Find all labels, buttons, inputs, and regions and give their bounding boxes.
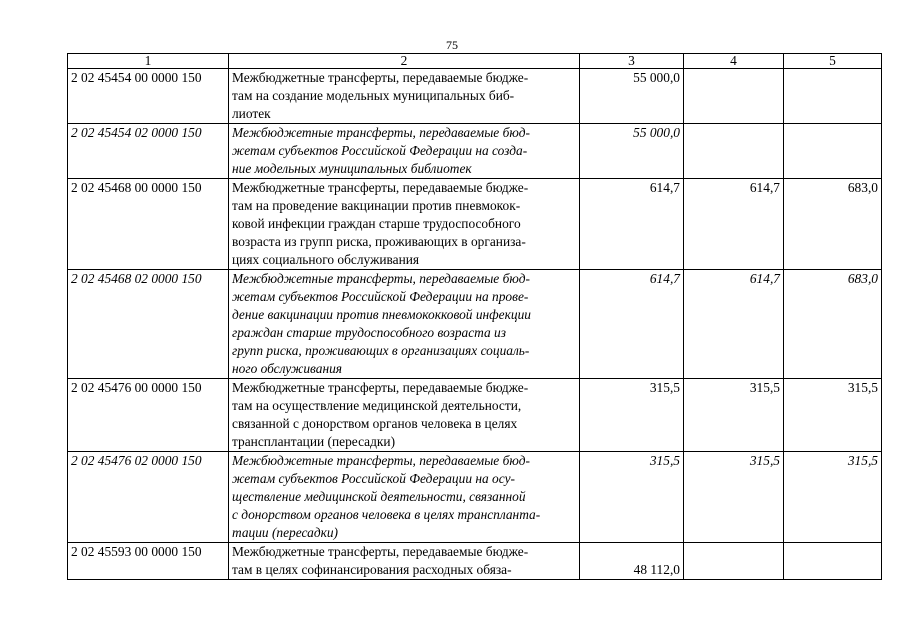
revenue-name-line: там на создание модельных муниципальных биб- <box>232 88 515 103</box>
column-header: 3 <box>580 54 684 69</box>
revenue-name-line: ного обслуживания <box>232 361 343 376</box>
page-number: 75 <box>446 38 458 52</box>
classification-code: 2 02 45593 00 0000 150 <box>68 543 229 580</box>
column-header: 4 <box>684 54 784 69</box>
revenue-name-line: циях социального обслуживания <box>232 252 420 267</box>
column-header: 5 <box>784 54 882 69</box>
amount-year-2: 315,5 <box>684 379 784 452</box>
table-row <box>68 124 882 179</box>
classification-code: 2 02 45454 02 0000 150 <box>68 124 229 179</box>
table-row <box>68 379 882 452</box>
classification-code: 2 02 45476 00 0000 150 <box>68 379 229 452</box>
revenue-name-line: Межбюджетные трансферты, передаваемые бюд- <box>232 125 530 140</box>
revenue-name-line: Межбюджетные трансферты, передаваемые бюд- <box>232 453 530 468</box>
revenue-name-line: с донорством органов человека в целях транспланта- <box>232 507 541 522</box>
amount-year-3: 315,5 <box>784 379 882 452</box>
amount-year-1: 55 000,0 <box>580 69 684 124</box>
amount-year-2 <box>684 69 784 124</box>
revenue-name-line: Межбюджетные трансферты, передаваемые бюдже- <box>232 380 529 395</box>
amount-year-2 <box>684 543 784 580</box>
revenue-name-line: ществление медицинской деятельности, связанной <box>232 489 526 504</box>
revenue-name-line: там на проведение вакцинации против пневмокок- <box>232 198 521 213</box>
revenue-name-line: дение вакцинации против пневмококковой инфекции <box>232 307 531 322</box>
amount-year-1: 48 112,0 <box>580 543 684 580</box>
table-body <box>68 69 882 580</box>
table-row <box>68 543 882 580</box>
revenue-name <box>229 452 580 543</box>
revenue-name-line: тации (пересадки) <box>232 525 339 540</box>
amount-year-1: 55 000,0 <box>580 124 684 179</box>
amount-year-2: 614,7 <box>684 270 784 379</box>
table-row <box>68 179 882 270</box>
revenue-name-line: ковой инфекции граждан старше трудоспособного <box>232 216 521 231</box>
revenue-name-line: лиотек <box>232 106 271 121</box>
amount-year-3: 315,5 <box>784 452 882 543</box>
amount-year-3 <box>784 124 882 179</box>
amount-year-1: 315,5 <box>580 379 684 452</box>
amount-year-3 <box>784 69 882 124</box>
amount-year-1: 614,7 <box>580 179 684 270</box>
revenue-name-line: там на осуществление медицинской деятельности, <box>232 398 522 413</box>
revenue-name-line: возраста из групп риска, проживающих в организа- <box>232 234 526 249</box>
revenue-name-line: жетам субъектов Российской Федерации на осу- <box>232 471 515 486</box>
classification-code: 2 02 45476 02 0000 150 <box>68 452 229 543</box>
table-header-row <box>68 54 882 69</box>
revenue-name-line: Межбюджетные трансферты, передаваемые бюдже- <box>232 544 529 559</box>
revenue-name-line: групп риска, проживающих в организациях социаль- <box>232 343 530 358</box>
amount-year-3: 683,0 <box>784 179 882 270</box>
column-header: 2 <box>229 54 580 69</box>
revenue-name-line: ние модельных муниципальных библиотек <box>232 161 472 176</box>
table-row <box>68 69 882 124</box>
amount-year-2: 315,5 <box>684 452 784 543</box>
revenue-name <box>229 179 580 270</box>
column-header: 1 <box>68 54 229 69</box>
amount-year-1: 614,7 <box>580 270 684 379</box>
classification-code: 2 02 45454 00 0000 150 <box>68 69 229 124</box>
revenue-name-line: Межбюджетные трансферты, передаваемые бюдже- <box>232 180 529 195</box>
classification-code: 2 02 45468 00 0000 150 <box>68 179 229 270</box>
amount-year-2: 614,7 <box>684 179 784 270</box>
revenue-name-line: жетам субъектов Российской Федерации на прове- <box>232 289 529 304</box>
revenue-name-line: там в целях софинансирования расходных обяза- <box>232 562 512 577</box>
budget-table <box>67 53 882 580</box>
revenue-name <box>229 69 580 124</box>
revenue-name <box>229 124 580 179</box>
amount-year-2 <box>684 124 784 179</box>
amount-year-3 <box>784 543 882 580</box>
amount-year-3: 683,0 <box>784 270 882 379</box>
classification-code: 2 02 45468 02 0000 150 <box>68 270 229 379</box>
revenue-name-line: связанной с донорством органов человека в целях <box>232 416 518 431</box>
revenue-name <box>229 379 580 452</box>
revenue-name-line: трансплантации (пересадки) <box>232 434 396 449</box>
amount-year-1: 315,5 <box>580 452 684 543</box>
table-row <box>68 270 882 379</box>
revenue-name-line: жетам субъектов Российской Федерации на созда- <box>232 143 528 158</box>
revenue-name-line: граждан старше трудоспособного возраста из <box>232 325 506 340</box>
revenue-name-line: Межбюджетные трансферты, передаваемые бюдже- <box>232 70 529 85</box>
revenue-name-line: Межбюджетные трансферты, передаваемые бюд- <box>232 271 530 286</box>
table-row <box>68 452 882 543</box>
revenue-name <box>229 270 580 379</box>
revenue-name <box>229 543 580 580</box>
